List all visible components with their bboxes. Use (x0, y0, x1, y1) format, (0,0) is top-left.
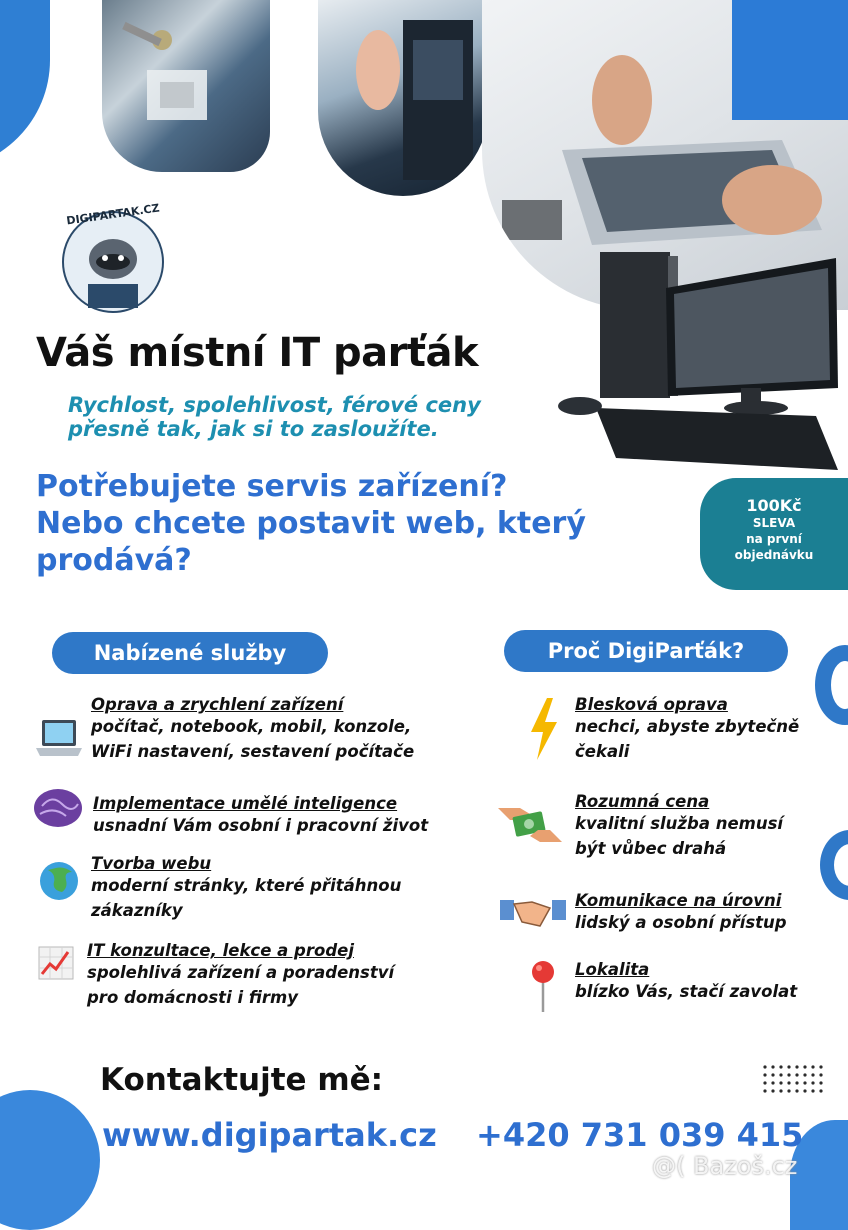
grid-dot (763, 1065, 766, 1068)
page-title: Váš místní IT parťák (36, 330, 479, 376)
service-desc-line: zákazníky (91, 901, 183, 920)
why-heading: Proč DigiParťák? (504, 630, 788, 672)
corner-blob-top-left (0, 0, 50, 170)
website-link[interactable]: www.digipartak.cz (102, 1116, 437, 1154)
why-desc-line: blízko Vás, stačí zavolat (575, 982, 798, 1001)
grid-dot (819, 1081, 822, 1084)
grid-dot (787, 1065, 790, 1068)
grid-dot (779, 1065, 782, 1068)
grid-dot (803, 1073, 806, 1076)
tagline-line-2: přesně tak, jak si to zasloužíte. (68, 417, 439, 441)
service-desc-line: počítač, notebook, mobil, konzole, (91, 717, 412, 736)
service-title: IT konzultace, lekce a prodej (87, 941, 354, 960)
service-item (93, 794, 428, 838)
brain-icon (32, 786, 84, 834)
grid-dot (803, 1089, 806, 1092)
why-desc-line: lidský a osobní přístup (575, 913, 787, 932)
discount-line-2: SLEVA (752, 516, 796, 530)
grid-dot (811, 1081, 814, 1084)
lightning-icon (527, 698, 559, 764)
grid-dot (795, 1081, 798, 1084)
service-item (87, 941, 394, 1010)
chart-icon (38, 946, 74, 984)
photo-circuit-board (102, 0, 270, 172)
corner-blob-bottom-left (0, 1090, 100, 1230)
logo (58, 201, 168, 322)
service-desc-line: pro domácnosti i firmy (87, 988, 298, 1007)
why-title: Komunikace na úrovni (575, 891, 782, 910)
service-desc-line: usnadní Vám osobní i pracovní život (93, 816, 429, 835)
tagline (68, 393, 481, 441)
why-item (575, 792, 783, 861)
question-line-2: Nebo chcete postavit web, který (36, 506, 586, 541)
why-item (575, 960, 797, 1004)
ring-decoration-1 (815, 645, 848, 725)
discount-amount: 100Kč (746, 496, 802, 515)
tagline-line-1: Rychlost, spolehlivost, férové ceny (68, 393, 481, 417)
grid-dot (787, 1081, 790, 1084)
grid-dot (779, 1081, 782, 1084)
grid-dot (803, 1065, 806, 1068)
grid-dot (811, 1073, 814, 1076)
grid-dot (803, 1081, 806, 1084)
service-title: Tvorba webu (91, 854, 212, 873)
grid-dot (771, 1065, 774, 1068)
grid-dot (779, 1089, 782, 1092)
watermark: @( Bazoš.cz (652, 1152, 798, 1180)
grid-dot (795, 1073, 798, 1076)
laptop-icon (36, 718, 82, 764)
grid-dot (771, 1089, 774, 1092)
service-item (91, 695, 414, 764)
grid-dot (787, 1073, 790, 1076)
question-text (36, 468, 586, 579)
service-title: Implementace umělé inteligence (93, 794, 398, 813)
logo-text: DIGIPARTAK.CZ (65, 201, 161, 228)
grid-dot (763, 1089, 766, 1092)
service-desc-line: spolehlivá zařízení a poradenství (87, 963, 395, 982)
photo-pc-case (318, 0, 488, 196)
service-item (91, 854, 401, 923)
why-title: Blesková oprava (575, 695, 728, 714)
services-heading: Nabízené služby (52, 632, 328, 674)
grid-dot (819, 1065, 822, 1068)
grid-dot (771, 1081, 774, 1084)
pin-icon (530, 960, 556, 1018)
grid-dot (795, 1089, 798, 1092)
grid-dot (819, 1073, 822, 1076)
ring-decoration-2 (820, 830, 848, 900)
discount-line-4: objednávku (734, 548, 814, 562)
grid-dot (811, 1065, 814, 1068)
why-desc-line: být vůbec drahá (575, 839, 727, 858)
globe-icon (38, 860, 80, 906)
discount-line-3: na první (746, 532, 802, 546)
service-title: Oprava a zrychlení zařízení (91, 695, 344, 714)
grid-dot (763, 1073, 766, 1076)
why-title: Rozumná cena (575, 792, 710, 811)
contact-title: Kontaktujte mě: (100, 1062, 384, 1098)
question-line-3: prodává? (36, 543, 192, 578)
grid-dot (763, 1081, 766, 1084)
service-desc-line: moderní stránky, které přitáhnou (91, 876, 402, 895)
grid-dot (787, 1089, 790, 1092)
grid-dot (779, 1073, 782, 1076)
phone-link[interactable]: +420 731 039 415 (476, 1116, 804, 1154)
why-title: Lokalita (575, 960, 650, 979)
handshake-icon (500, 892, 566, 940)
discount-badge (700, 478, 848, 590)
dot-grid-decoration (762, 1064, 824, 1094)
grid-dot (819, 1089, 822, 1092)
grid-dot (795, 1065, 798, 1068)
grid-dot (771, 1073, 774, 1076)
why-desc-line: nechci, abyste zbytečně (575, 717, 800, 736)
why-item (575, 891, 787, 935)
service-desc-line: WiFi nastavení, sestavení počítače (91, 742, 415, 761)
why-desc-line: čekali (575, 742, 630, 761)
money-hands-icon (496, 798, 564, 856)
photo-desktop-computer (556, 248, 848, 480)
why-item (575, 695, 799, 764)
question-line-1: Potřebujete servis zařízení? (36, 469, 508, 504)
why-desc-line: kvalitní služba nemusí (575, 814, 784, 833)
grid-dot (811, 1089, 814, 1092)
